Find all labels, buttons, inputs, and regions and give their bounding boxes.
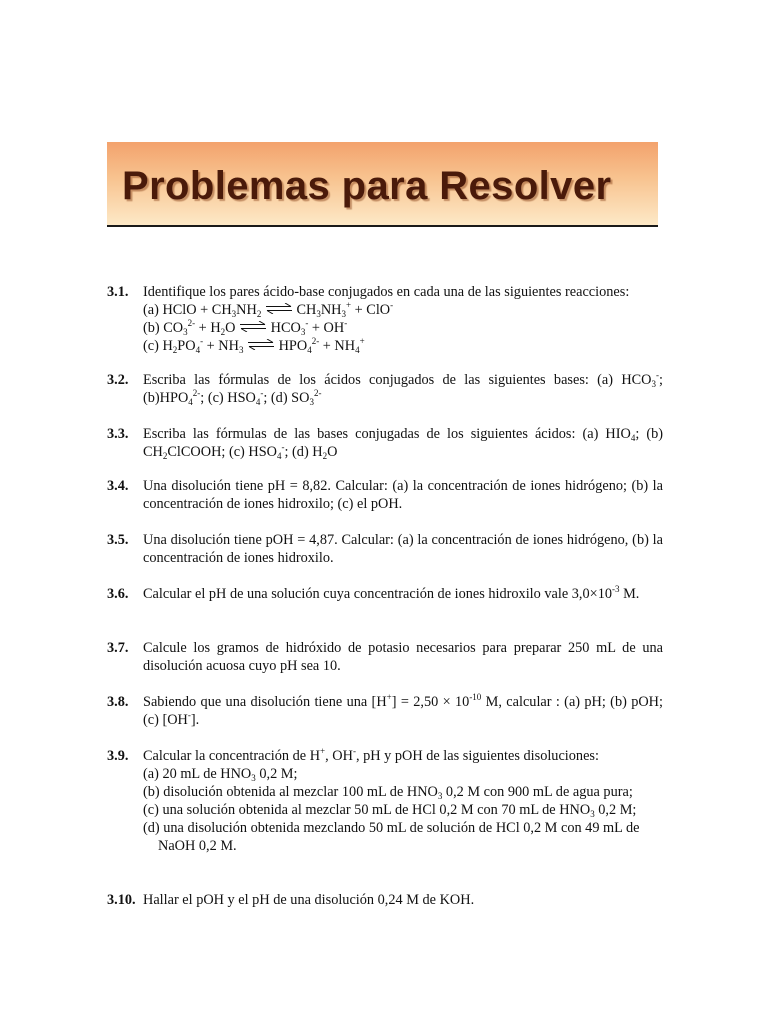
problem-text: Una disolución tiene pH = 8,82. Calcular: (a) la concentración de iones hidrógeno; (b) la concentración de iones hidroxilo; (c) el pOH.	[143, 478, 663, 512]
page-title: Problemas para Resolver	[122, 164, 612, 208]
item-b: (b) disolución obtenida al mezclar 100 mL de $HNO_3$ 0,2 M con 900 mL de agua pura;	[143, 784, 633, 801]
problem-text: Escriba las fórmulas de los ácidos conjugados de las siguientes bases: (a) $HCO_3^-$; $(b)HPO_4^{2-}$; (c) $HSO_4^-$; (d) $SO_3^{2-}$	[143, 370, 663, 407]
item-d: (d) una disolución obtenida mezclando 50 mL de solución de HCl 0,2 M con 49 mL de NaOH 0,2 M.	[143, 820, 640, 854]
problem-3-7	[107, 639, 663, 675]
title-banner	[107, 142, 658, 227]
item-a: (a) 20 mL de $HNO_3$ 0,2 M;	[143, 766, 298, 783]
problem-number: 3.1.	[107, 284, 129, 300]
problem-number: 3.4.	[107, 478, 129, 494]
problem-number: 3.3.	[107, 426, 129, 442]
item-c: (c) una solución obtenida al mezclar 50 mL de HCl 0,2 M con 70 mL de $HNO_3$ 0,2 M;	[143, 802, 637, 819]
problem-text: Calcular el pH de una solución cuya concentración de iones hidroxilo vale $3,0\times 10^{-3}$ M.	[143, 584, 640, 602]
problem-number: 3.10.	[107, 892, 136, 908]
problem-3-9	[107, 747, 663, 855]
problem-3-10	[107, 891, 663, 909]
problem-statement: Identifique los pares ácido-base conjugados en cada una de las siguientes reacciones:	[143, 284, 630, 300]
problem-3-2	[107, 371, 663, 407]
problem-3-8	[107, 693, 663, 729]
problem-text: Sabiendo que una disolución tiene una $[H^+] = 2,50 \times 10^{-10}$ M, calcular : (a) pH; (b) pOH; (c) [OH-].	[143, 692, 663, 728]
equilibrium-arrow-icon	[240, 321, 266, 332]
problem-text: Calcule los gramos de hidróxido de potasio necesarios para preparar 250 mL de una disolución acuosa cuyo pH sea 10.	[143, 640, 663, 674]
problem-number: 3.8.	[107, 694, 129, 710]
problem-statement: Calcular la concentración de H+, OH-, pH y pOH de las siguientes disoluciones:	[143, 746, 599, 764]
problem-number: 3.7.	[107, 640, 129, 656]
reaction-c: (c) $H_2PO_4^- + NH_3$ $HPO_4^{2-} + NH_4^+$	[143, 336, 365, 355]
equilibrium-arrow-icon	[248, 339, 274, 350]
reaction-b: (b) $CO_3^{2-} + H_2O$ $HCO_3^- + OH^-$	[143, 318, 348, 337]
problem-3-3	[107, 425, 663, 461]
problem-number: 3.2.	[107, 372, 129, 388]
problem-number: 3.9.	[107, 748, 129, 764]
problem-number: 3.6.	[107, 586, 129, 602]
problem-text: Hallar el pOH y el pH de una disolución 0,24 M de KOH.	[143, 892, 475, 908]
problem-number: 3.5.	[107, 532, 129, 548]
problem-3-1	[107, 283, 663, 355]
reaction-a: (a) HClO + $CH_3NH_2$ $CH_3NH_3^+ + ClO^-$	[143, 300, 394, 319]
problem-text: Escriba las fórmulas de las bases conjugadas de los siguientes ácidos: (a) $HIO_4$; (b) $CH_2ClCOOH$; (c) $HSO_4^-$; (d) $H_2O$	[143, 426, 663, 461]
problem-3-4	[107, 477, 663, 513]
problem-text: Una disolución tiene pOH = 4,87. Calcular: (a) la concentración de iones hidrógeno, (b) la concentración de iones hidroxilo.	[143, 532, 663, 566]
problem-3-6	[107, 585, 663, 603]
problem-3-5	[107, 531, 663, 567]
equilibrium-arrow-icon	[266, 303, 292, 314]
